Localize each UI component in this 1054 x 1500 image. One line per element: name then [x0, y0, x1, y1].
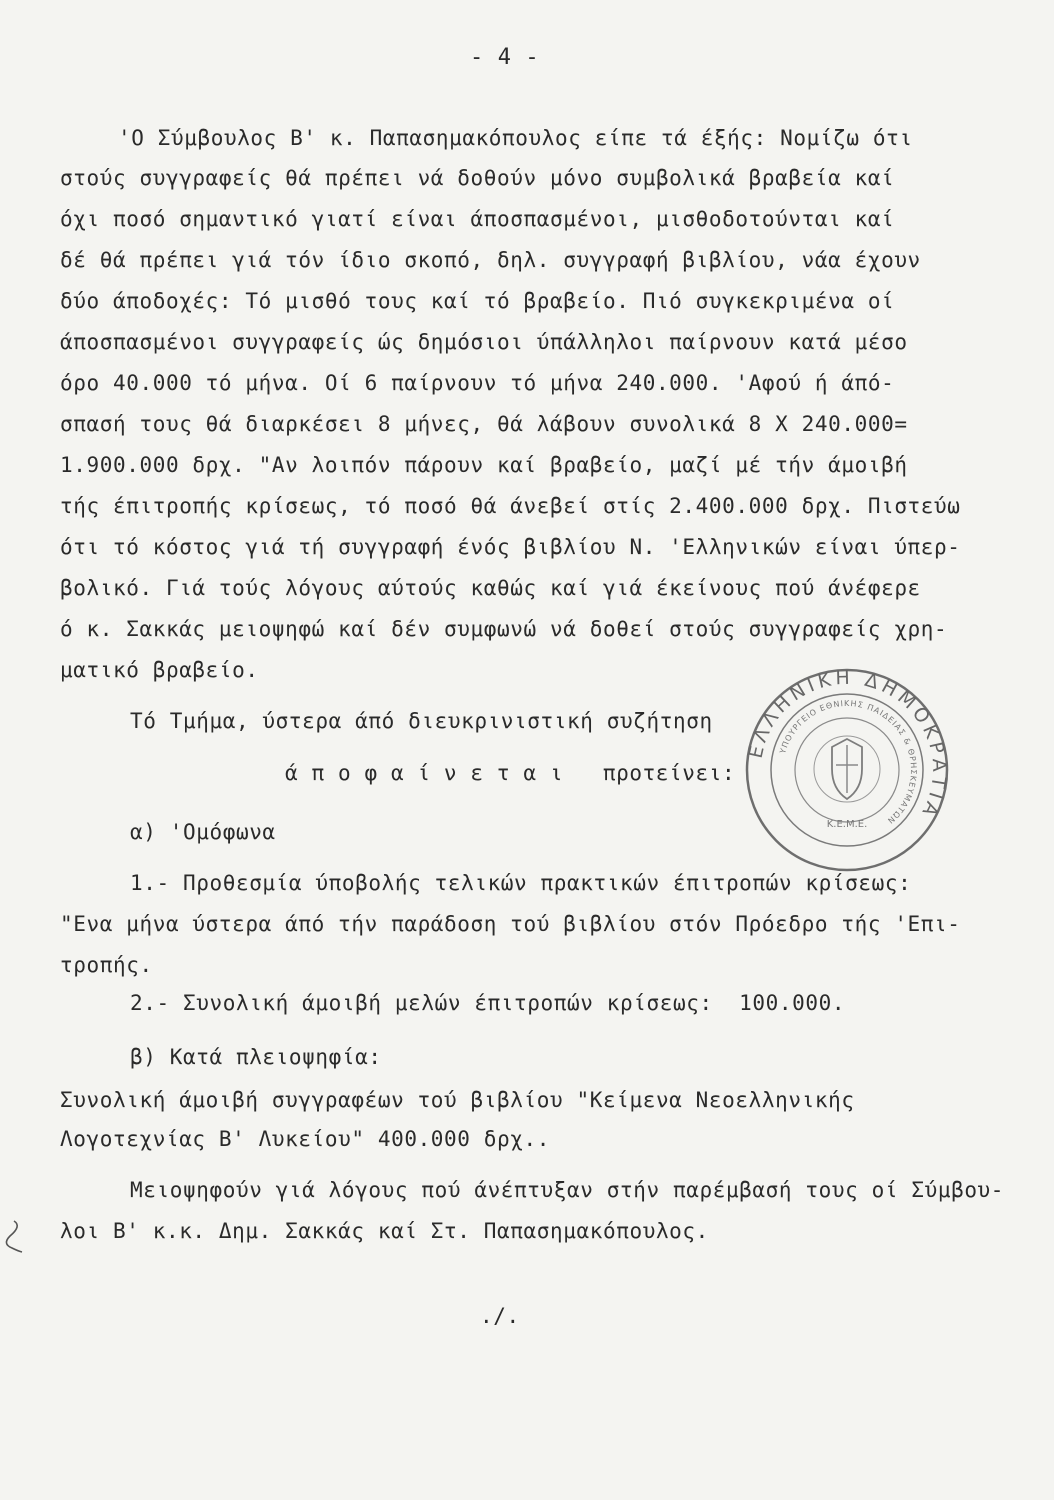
stamp-outer-text: ΕΛΛΗΝΙΚΗ ΔΗΜΟΚΡΑΤΙΑ — [744, 667, 950, 824]
text-line: 1.900.000 δρχ. "Αν λοιπόν πάρουν καί βραβείο, μαζί μέ τήν άμοιβή — [60, 453, 908, 477]
end-mark: ./. — [480, 1304, 520, 1328]
text-line: τροπής. — [60, 953, 153, 977]
text-line: 2.- Συνολική άμοιβή μελών έπιτροπών κρίσεως: 100.000. — [130, 991, 846, 1015]
text-line: βολικό. Γιά τούς λόγους αύτούς καθώς καί γιά έκείνους πού άνέφερε — [60, 576, 921, 600]
text-line: στούς συγγραφείς θά πρέπει νά δοθούν μόνο συμβολικά βραβεία καί — [60, 166, 895, 190]
text-line: 1.- Προθεσμία ύποβολής τελικών πρακτικών έπιτροπών κρίσεως: — [130, 871, 912, 895]
stamp-emblem-icon — [814, 736, 880, 802]
text-line: "Ενα μήνα ύστερα άπό τήν παράδοση τού βιβλίου στόν Πρόεδρο τής 'Επι- — [60, 912, 961, 936]
text-line: δέ θά πρέπει γιά τόν ίδιο σκοπό, δηλ. συγγραφή βιβλίου, νάα έχουν — [60, 248, 921, 272]
text-line: δύο άποδοχές: Τό μισθό τους καί τό βραβείο. Πιό συγκεκριμένα οί — [60, 289, 895, 313]
text-line: όχι ποσό σημαντικό γιατί είναι άποσπασμένοι, μισθοδοτούνται καί — [60, 207, 895, 231]
section-b-heading: β) Κατά πλειοψηφία: — [130, 1045, 382, 1069]
margin-pen-mark-icon — [0, 1218, 24, 1258]
text-line: Συνολική άμοιβή συγγραφέων τού βιβλίου "Κείμενα Νεοελληνικής — [60, 1088, 855, 1112]
text-line: Τό Τμήμα, ύστερα άπό διευκρινιστική συζήτηση — [130, 709, 713, 733]
text-line: Μειοψηφούν γιά λόγους πού άνέπτυξαν στήν παρέμβασή τους οί Σύμβου- — [130, 1178, 1005, 1202]
official-stamp — [744, 667, 950, 873]
text-line: σπασή τους θά διαρκέσει 8 μήνες, θά λάβουν συνολικά 8 Χ 240.000= — [60, 412, 908, 436]
text-line: ό κ. Σακκάς μειοψηφώ καί δέν συμφωνώ νά δοθεί στούς συγγραφείς χρη- — [60, 617, 948, 641]
text-line: τής έπιτροπής κρίσεως, τό ποσό θά άνεβεί στίς 2.400.000 δρχ. Πιστεύω — [60, 494, 961, 518]
page-number: - 4 - — [470, 45, 540, 70]
text-line: 'Ο Σύμβουλος Β' κ. Παπασημακόπουλος είπε τά έξής: Νομίζω ότι — [118, 126, 913, 150]
stamp-inner-text: ΥΠΟΥΡΓΕΙΟ ΕΘΝΙΚΗΣ ΠΑΙΔΕΙΑΣ & ΘΡΗΣΚΕΥΜΑΤΩΝ — [778, 698, 919, 826]
text-line: ματικό βραβείο. — [60, 658, 259, 682]
text-line: άποσπασμένοι συγγραφείς ώς δημόσιοι ύπάλληλοι παίρνουν κατά μέσο — [60, 330, 908, 354]
decision-heading: ά π ο φ α ί ν ε τ α ι προτείνει: — [285, 761, 736, 785]
text-line: όρο 40.000 τό μήνα. Οί 6 παίρνουν τό μήνα 240.000. 'Αφού ή άπό- — [60, 371, 895, 395]
text-line: ότι τό κόστος γιά τή συγγραφή ένός βιβλίου Ν. 'Ελληνικών είναι ύπερ- — [60, 535, 961, 559]
stamp-bottom-text: Κ.Ε.Μ.Ε. — [826, 819, 868, 830]
text-line: λοι Β' κ.κ. Δημ. Σακκάς καί Στ. Παπασημακόπουλος. — [60, 1219, 709, 1243]
section-a-heading: α) 'Ομόφωνα — [130, 820, 276, 844]
text-line: Λογοτεχνίας Β' Λυκείου" 400.000 δρχ.. — [60, 1127, 550, 1151]
